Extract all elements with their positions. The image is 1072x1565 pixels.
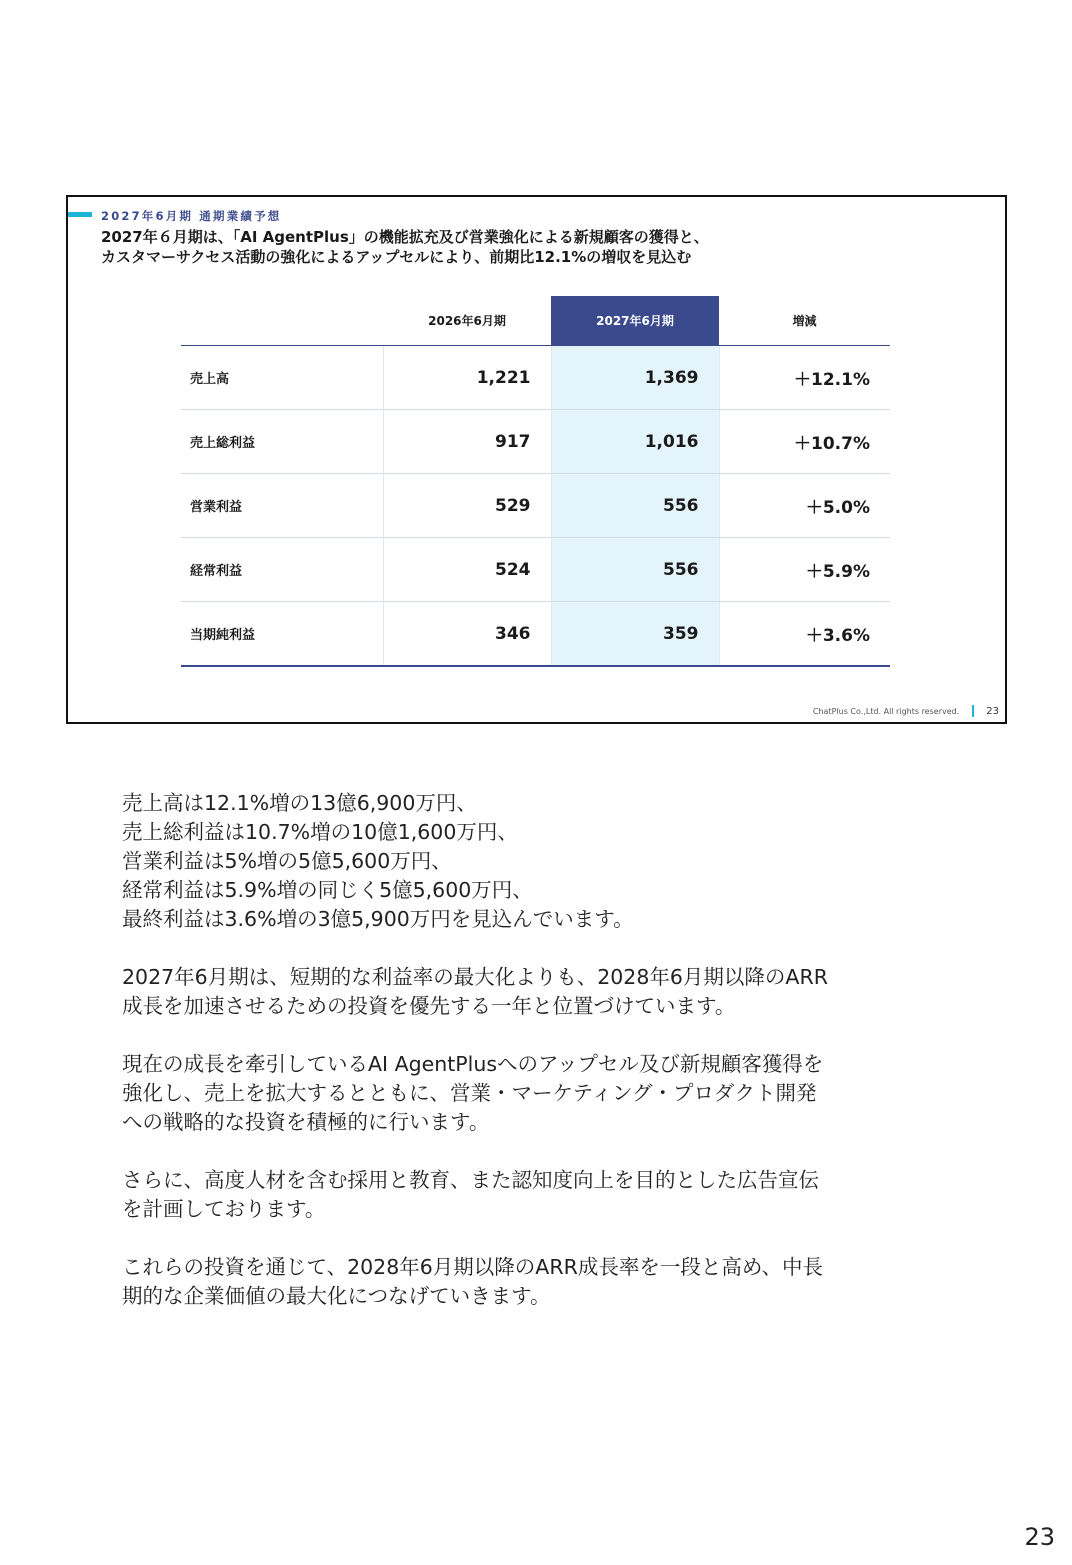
header-fy2026: 2026年6月期 xyxy=(383,296,551,346)
header-change: 増減 xyxy=(719,296,890,346)
footer-divider xyxy=(972,705,974,717)
notes-line: 売上総利益は10.7%増の10億1,600万円、 xyxy=(122,820,518,844)
change-value: ＋10.7% xyxy=(719,410,890,474)
table-row xyxy=(181,474,890,538)
change-value: ＋12.1% xyxy=(719,346,890,410)
table-row xyxy=(181,538,890,602)
header-blank xyxy=(181,296,383,346)
table-row xyxy=(181,346,890,410)
fy2026-value: 346 xyxy=(383,602,551,667)
headline-line: 2027年６月期は、「AI AgentPlus」の機能拡充及び営業強化による新規顧客の獲得と、 xyxy=(101,228,709,246)
headline-line: カスタマーサクセス活動の強化によるアップセルにより、前期比12.1%の増収を見込む xyxy=(101,248,692,266)
notes-line: 現在の成長を牽引しているAI AgentPlusへのアップセル及び新規顧客獲得を xyxy=(122,1052,824,1076)
change-value: ＋5.0% xyxy=(719,474,890,538)
slide-frame xyxy=(66,195,1007,724)
notes-line: 成長を加速させるための投資を優先する一年と位置づけています。 xyxy=(122,994,736,1018)
notes-line: 2027年6月期は、短期的な利益率の最大化よりも、2028年6月期以降のARR xyxy=(122,965,828,989)
row-label: 営業利益 xyxy=(181,474,383,538)
slide-page-number: 23 xyxy=(986,705,999,717)
change-value: ＋3.6% xyxy=(719,602,890,667)
notes-line: を計画しております。 xyxy=(122,1197,326,1221)
row-label: 売上総利益 xyxy=(181,410,383,474)
table-header-row xyxy=(181,296,890,346)
fy2027-value: 556 xyxy=(551,474,719,538)
forecast-table xyxy=(181,296,890,667)
notes-line: 営業利益は5%増の5億5,600万円、 xyxy=(122,849,452,873)
header-fy2027: 2027年6月期 xyxy=(551,296,719,346)
change-value: ＋5.9% xyxy=(719,538,890,602)
fy2027-value: 556 xyxy=(551,538,719,602)
notes-line: 売上高は12.1%増の13億6,900万円、 xyxy=(122,791,477,815)
fy2026-value: 529 xyxy=(383,474,551,538)
notes-line: への戦略的な投資を積極的に行います。 xyxy=(122,1110,490,1134)
section-label: 2027年6月期 通期業績予想 xyxy=(101,209,282,223)
page-number: 23 xyxy=(1024,1523,1055,1551)
fy2026-value: 1,221 xyxy=(383,346,551,410)
speaker-notes xyxy=(122,760,952,1340)
accent-bar xyxy=(68,212,92,217)
notes-line: 期的な企業価値の最大化につなげていきます。 xyxy=(122,1284,551,1308)
slide-headline xyxy=(101,227,709,267)
row-label: 経常利益 xyxy=(181,538,383,602)
fy2027-value: 1,016 xyxy=(551,410,719,474)
notes-line: さらに、高度人材を含む採用と教育、また認知度向上を目的とした広告宣伝 xyxy=(122,1168,819,1192)
copyright-text: ChatPlus Co.,Ltd. All rights reserved. xyxy=(812,706,960,716)
table-row xyxy=(181,602,890,667)
fy2026-value: 917 xyxy=(383,410,551,474)
notes-line: 最終利益は3.6%増の3億5,900万円を見込んでいます。 xyxy=(122,907,634,931)
fy2026-value: 524 xyxy=(383,538,551,602)
slide-footer xyxy=(813,705,999,717)
row-label: 当期純利益 xyxy=(181,602,383,667)
fy2027-value: 1,369 xyxy=(551,346,719,410)
table-row xyxy=(181,410,890,474)
fy2027-value: 359 xyxy=(551,602,719,667)
notes-line: 強化し、売上を拡大するとともに、営業・マーケティング・プロダクト開発 xyxy=(122,1081,817,1105)
row-label: 売上高 xyxy=(181,346,383,410)
notes-line: 経常利益は5.9%増の同じく5億5,600万円、 xyxy=(122,878,533,902)
notes-line: これらの投資を通じて、2028年6月期以降のARR成長率を一段と高め、中長 xyxy=(122,1255,823,1279)
